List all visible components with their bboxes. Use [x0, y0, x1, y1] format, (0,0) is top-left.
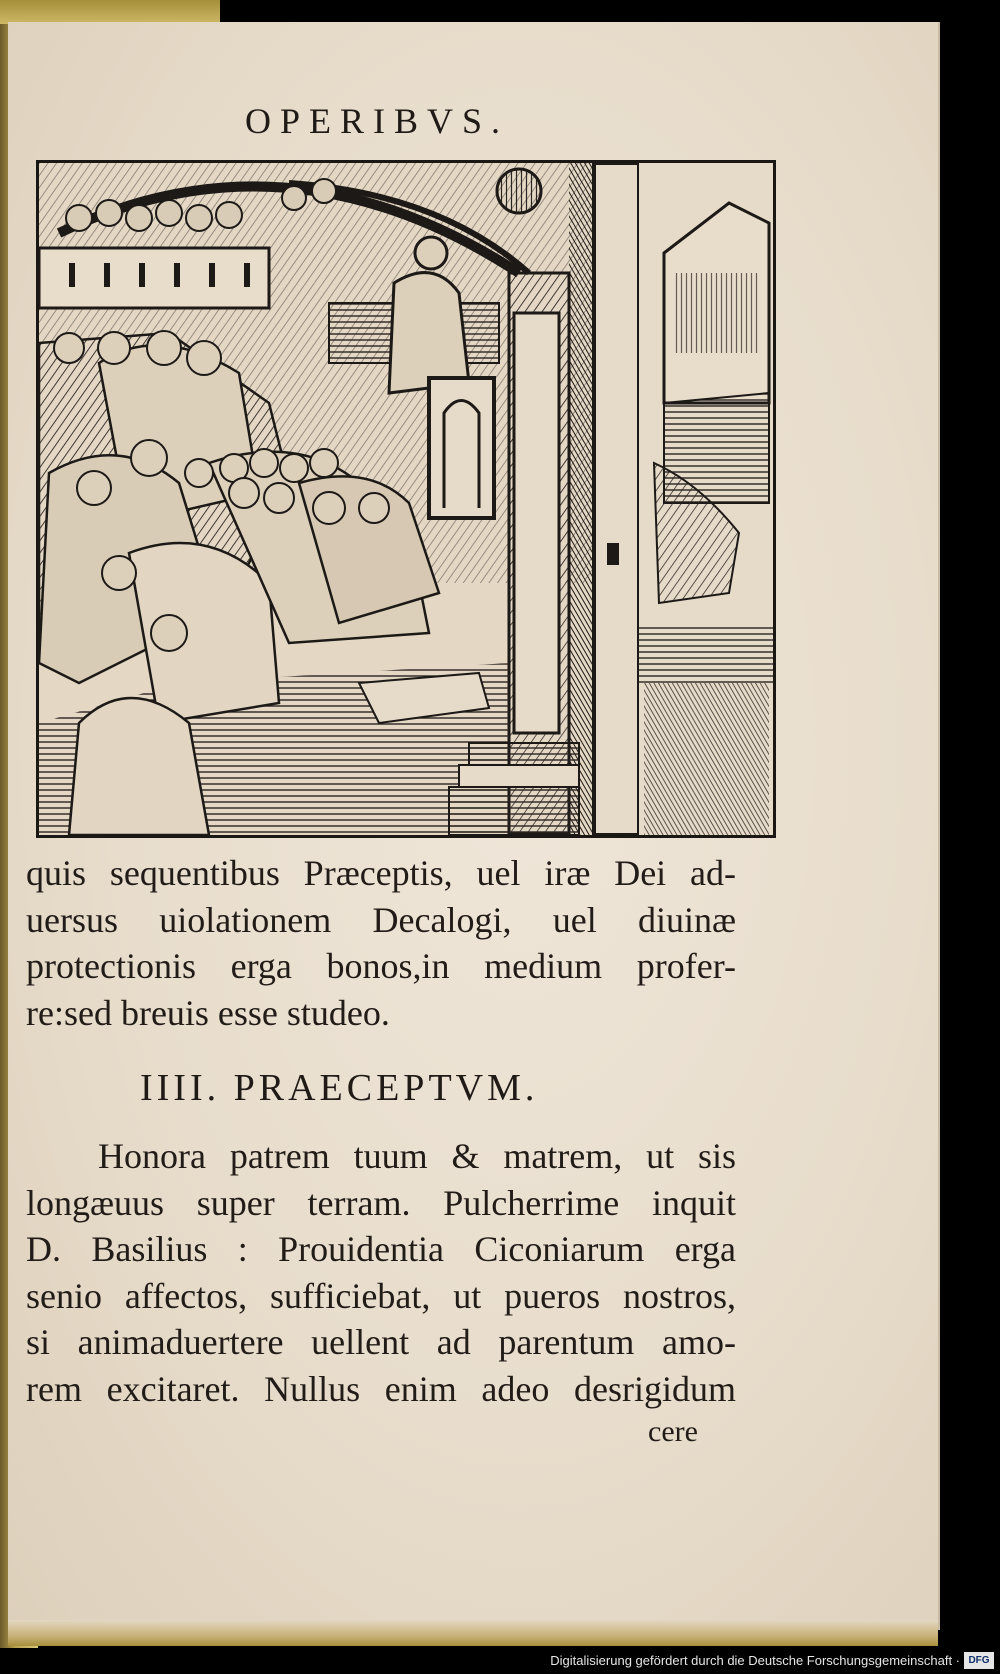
dfg-logo: DFG	[964, 1652, 994, 1669]
catchword: cere	[648, 1415, 698, 1448]
woodcut-illustration	[36, 160, 776, 838]
text-line: D. Basilius : Prouidentia Ciconiarum erga	[26, 1229, 736, 1269]
section-heading: IIII. PRAECEPTVM.	[140, 1067, 539, 1109]
text-line: re:sed breuis esse studeo.	[26, 992, 390, 1033]
text-line: Honora patrem tuum & matrem, ut sis	[98, 1136, 736, 1176]
digitization-footer	[0, 1648, 1000, 1674]
text-line: quis sequentibus Præceptis, uel iræ Dei ad-	[26, 853, 736, 893]
running-head: OPERIBVS.	[245, 101, 510, 141]
text-line: protectionis erga bonos,in medium profer-	[26, 946, 736, 986]
paragraph-preceding	[26, 850, 736, 1036]
page-bottom-edge	[8, 1620, 938, 1646]
text-line: si animaduertere uellent ad parentum amo-	[26, 1322, 736, 1362]
text-line: rem excitaret. Nullus enim adeo desrigidum	[26, 1368, 736, 1409]
paragraph-commandment	[26, 1133, 736, 1412]
page-top-edge	[0, 0, 220, 24]
footer-credit: Digitalisierung gefördert durch die Deutsche Forschungsgemeinschaft ·	[550, 1653, 960, 1668]
text-line: senio affectos, sufficiebat, ut pueros nostros,	[26, 1275, 736, 1316]
text-line: longæuus super terram. Pulcherrime inquit	[26, 1182, 736, 1223]
woodcut-sermon-scene	[39, 163, 773, 835]
text-line: uersus uiolationem Decalogi, uel diuinæ	[26, 899, 736, 940]
